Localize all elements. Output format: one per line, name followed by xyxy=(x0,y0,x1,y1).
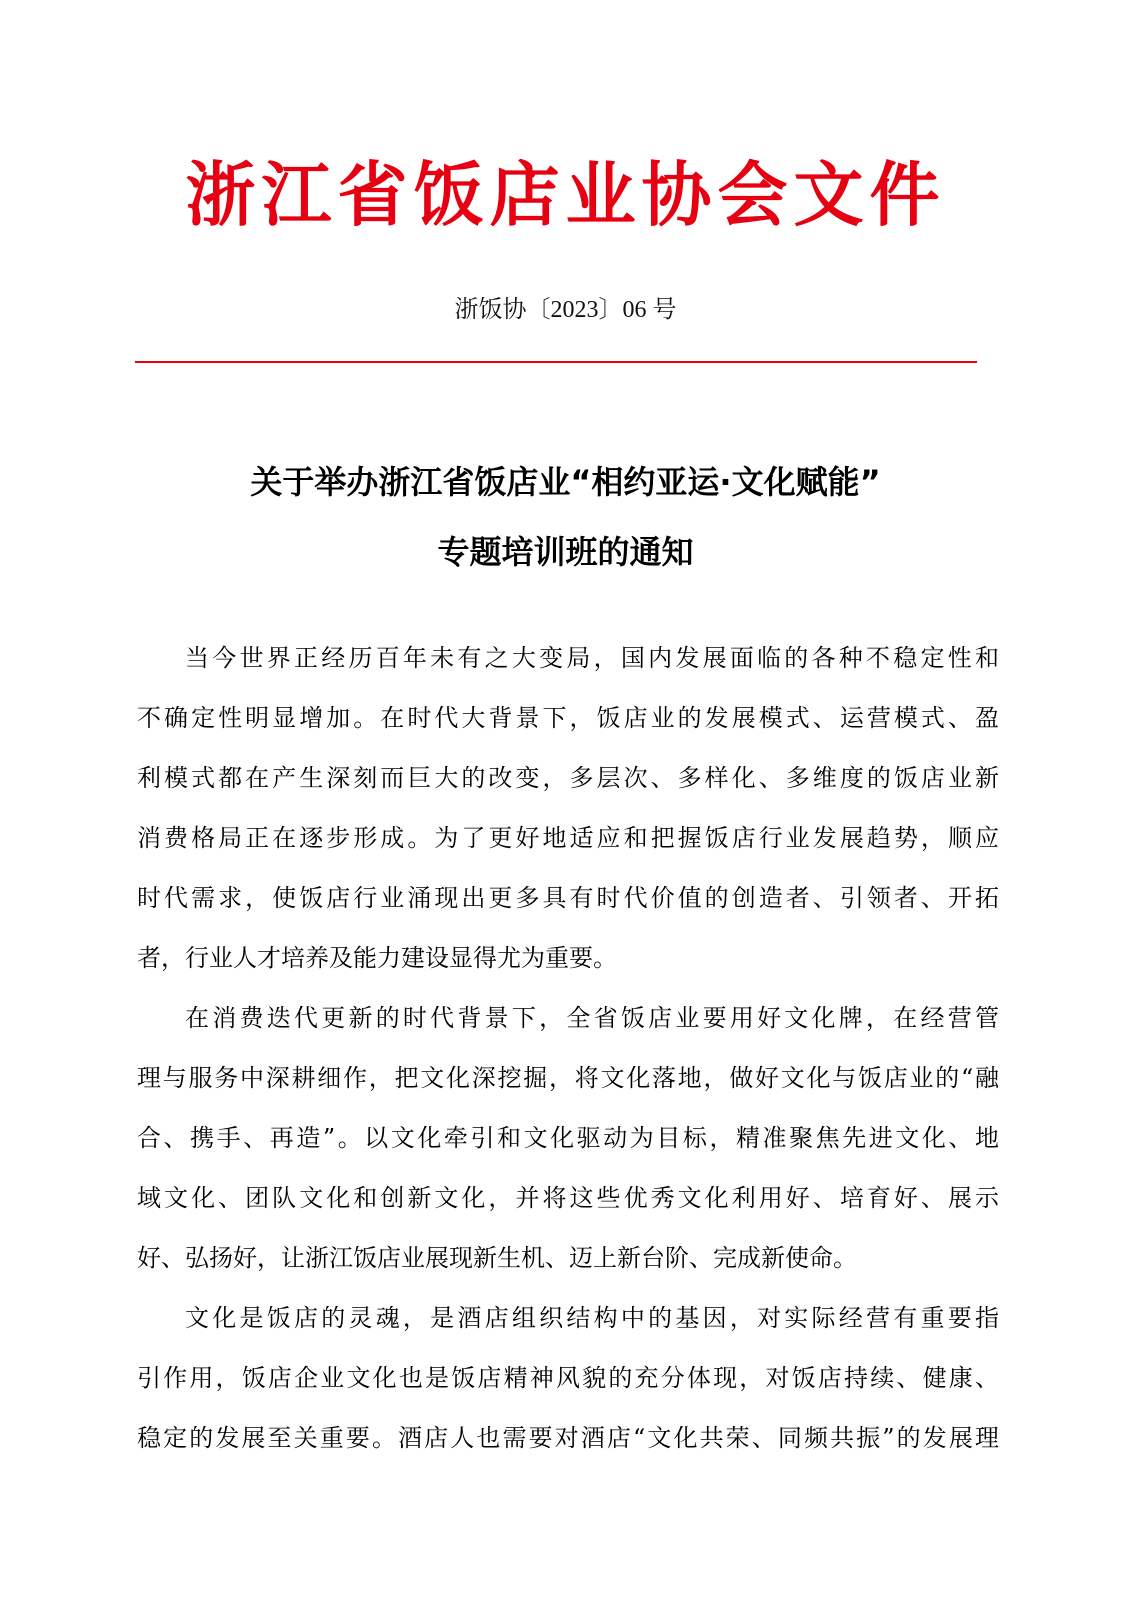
paragraph-line: 文化是饭店的灵魂，是酒店组织结构中的基因，对实际经营有重要指 xyxy=(185,1304,999,1332)
paragraph-1 xyxy=(137,628,999,988)
paragraph-line: 利模式都在产生深刻而巨大的改变，多层次、多样化、多维度的饭店业新 xyxy=(137,764,999,792)
paragraph-3 xyxy=(137,1288,999,1468)
paragraph-line: 好、弘扬好，让浙江饭店业展现新生机、迈上新台阶、完成新使命。 xyxy=(137,1244,857,1272)
red-divider-line xyxy=(135,361,977,363)
org-file-title: 浙江省饭店业协会文件 xyxy=(185,153,946,236)
document-number: 浙饭协〔2023〕06 号 xyxy=(454,297,677,323)
paragraph-line: 不确定性明显增加。在时代大背景下，饭店业的发展模式、运营模式、盈 xyxy=(137,704,999,732)
paragraph-line: 域文化、团队文化和创新文化，并将这些优秀文化利用好、培育好、展示 xyxy=(137,1184,999,1212)
notice-body xyxy=(137,628,999,1468)
paragraph-line: 合、携手、再造”。以文化牵引和文化驱动为目标，精准聚焦先进文化、地 xyxy=(137,1124,999,1152)
paragraph-line: 者，行业人才培养及能力建设显得尤为重要。 xyxy=(137,944,617,972)
paragraph-line: 消费格局正在逐步形成。为了更好地适应和把握饭店行业发展趋势，顺应 xyxy=(137,824,999,852)
paragraph-2 xyxy=(137,988,999,1288)
paragraph-line: 当今世界正经历百年未有之大变局，国内发展面临的各种不稳定性和 xyxy=(185,644,999,672)
paragraph-line: 稳定的发展至关重要。酒店人也需要对酒店“文化共荣、同频共振”的发展理 xyxy=(137,1424,999,1452)
paragraph-line: 引作用，饭店企业文化也是饭店精神风貌的充分体现，对饭店持续、健康、 xyxy=(137,1364,999,1392)
paragraph-line: 时代需求，使饭店行业涌现出更多具有时代价值的创造者、引领者、开拓 xyxy=(137,884,999,912)
paragraph-line: 理与服务中深耕细作，把文化深挖掘，将文化落地，做好文化与饭店业的“融 xyxy=(137,1064,999,1092)
notice-title-line-1: 关于举办浙江省饭店业“相约亚运·文化赋能” xyxy=(250,463,881,501)
paragraph-line: 在消费迭代更新的时代背景下，全省饭店业要用好文化牌，在经营管 xyxy=(185,1004,999,1032)
notice-title-line-2: 专题培训班的通知 xyxy=(437,533,694,571)
